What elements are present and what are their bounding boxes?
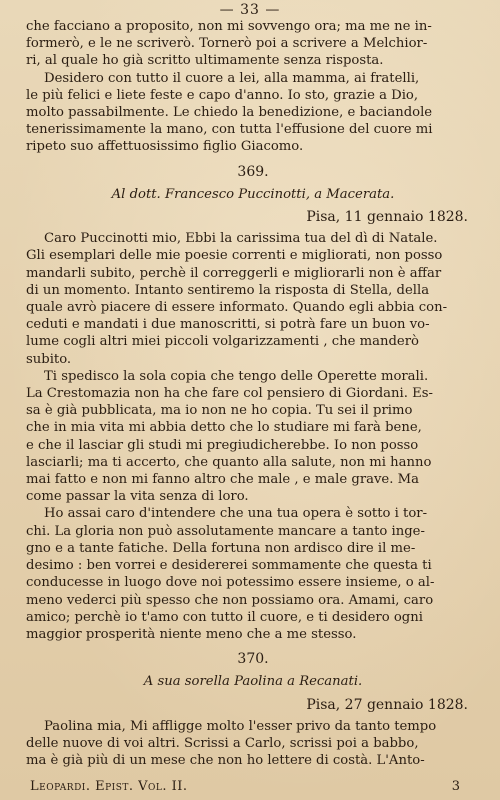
text-line: lume cogli altri miei piccoli volgarizzamenti , che manderò (26, 334, 419, 350)
text-line: le più felici e liete feste e capo d'anno. Io sto, grazie a Dio, (26, 87, 419, 103)
text-line: tenerissimamente la mano, con tutta l'effusione del cuore mi (26, 122, 433, 138)
signature-mark: Leopardi. Epist. Vol. II. (30, 779, 188, 794)
text-line: subito. (26, 351, 72, 367)
text-line: di un momento. Intanto sentiremo la risposta di Stella, della (26, 282, 430, 298)
letter-369-paragraph-1 (26, 230, 480, 368)
letter-370-text (26, 718, 480, 770)
text-line: ripeto suo affettuosissimo figlio Giacomo. (26, 139, 304, 155)
text-line: Desidero con tutto il cuore a lei, alla mamma, ai fratelli, (44, 70, 420, 86)
text-line: conducesse in luogo dove noi potessimo essere insieme, o al- (26, 575, 435, 591)
text-line: gno e a tante fatiche. Della fortuna non ardisco dire il me- (26, 540, 416, 556)
text-line: ri, al quale ho già scritto ultimamente senza risposta. (26, 53, 384, 69)
text-line: Ti spedisco la sola copia che tengo delle Operette morali. (44, 368, 429, 384)
text-line: quale avrò piacere di essere informato. Quando egli abbia con- (26, 300, 448, 316)
page-content (26, 18, 480, 769)
letter-number-369: 369. (237, 163, 269, 180)
text-line: ceduti e mandati i due manoscritti, si potrà fare un buon vo- (26, 317, 430, 333)
text-line: molto passabilmente. Le chiedo la benedizione, e baciandole (26, 105, 433, 121)
text-line: Caro Puccinotti mio, Ebbi la carissima tua del dì di Natale. (44, 231, 438, 247)
text-line: maggior prosperità niente meno che a me stesso. (26, 626, 357, 642)
letter-recipient-369: Al dott. Francesco Puccinotti, a Macerata. (111, 186, 395, 202)
letter-369-paragraph-3 (26, 505, 480, 643)
letter-dateline-370: Pisa, 27 gennaio 1828. (306, 696, 468, 713)
text-line: delle nuove di voi altri. Scrissi a Carlo, scrissi poi a babbo, (26, 735, 419, 751)
text-line: meno vederci più spesso che non possiamo ora. Amami, caro (26, 592, 434, 608)
page-number: — 33 — (219, 2, 281, 18)
text-line: amico; perchè io t'amo con tutto il cuore, e ti desidero ogni (26, 609, 423, 625)
text-line: lasciarli; ma ti accerto, che quanto alla salute, non mi hanno (26, 454, 432, 470)
page-footer (30, 779, 460, 794)
text-line: ma è già più di un mese che non ho lettere di costà. L'Anto- (26, 753, 425, 769)
text-line: chi. La gloria non può assolutamente mancare a tanto inge- (26, 523, 425, 539)
text-line: come passar la vita senza di loro. (26, 489, 249, 505)
letter-368-text (26, 18, 480, 156)
text-line: formerò, e le ne scriverò. Tornerò poi a scrivere a Melchior- (26, 36, 428, 52)
text-line: Paolina mia, Mi affligge molto l'esser privo da tanto tempo (44, 718, 437, 734)
text-line: e che il lasciar gli studi mi pregiudicherebbe. Io non posso (26, 437, 419, 453)
text-line: che facciano a proposito, non mi sovvengo ora; ma me ne in- (26, 19, 432, 34)
letter-369-paragraph-2 (26, 368, 480, 506)
text-line: desimo : ben vorrei e desidererei sommamente che questa ti (26, 558, 432, 574)
text-line: che in mia vita mi abbia detto che lo studiare mi farà bene, (26, 420, 422, 436)
letter-dateline-369: Pisa, 11 gennaio 1828. (306, 209, 468, 226)
text-line: mai fatto e non mi fanno altro che male , e male grave. Ma (26, 472, 419, 488)
text-line: Ho assai caro d'intendere che una tua opera è sotto i tor- (44, 506, 428, 522)
letter-number-370: 370. (237, 651, 269, 668)
text-line: sa è già pubblicata, ma io non ne ho copia. Tu sei il primo (26, 403, 413, 419)
letter-recipient-370: A sua sorella Paolina a Recanati. (143, 674, 363, 690)
text-line: mandarli subito, perchè il correggerli e migliorarli non è affar (26, 265, 442, 281)
sheet-number: 3 (451, 779, 460, 794)
text-line: La Crestomazia non ha che fare col pensiero di Giordani. Es- (26, 386, 433, 402)
text-line: Gli esemplari delle mie poesie correnti e migliorati, non posso (26, 248, 443, 264)
